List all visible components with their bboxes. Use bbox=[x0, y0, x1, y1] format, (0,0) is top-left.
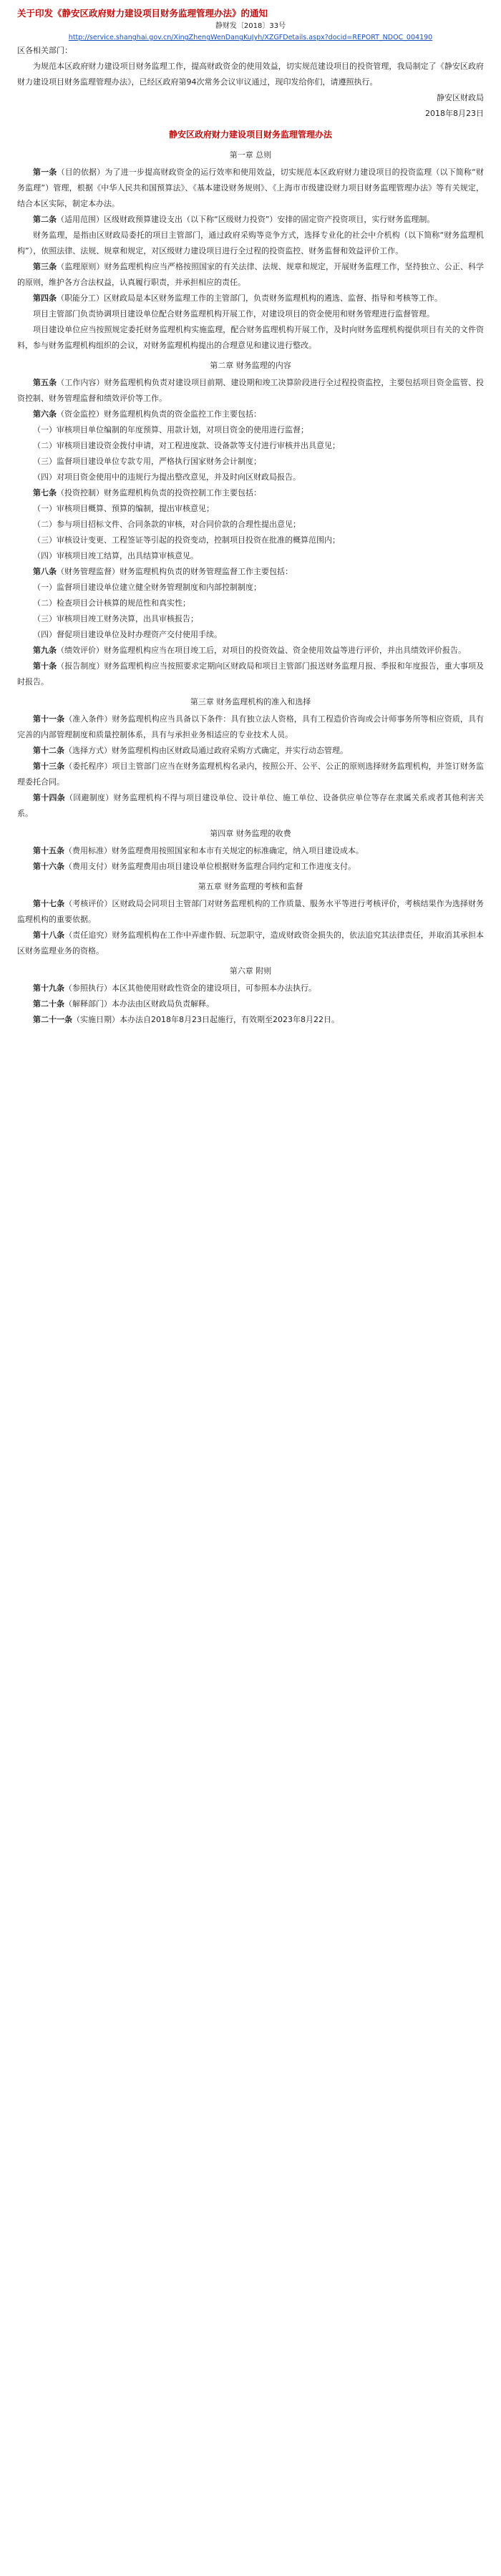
article-paragraph bbox=[17, 643, 484, 658]
measure-chapters bbox=[17, 147, 484, 1028]
article-number: 第二十条 bbox=[33, 999, 64, 1009]
article-number: 第十五条 bbox=[33, 846, 64, 856]
article-text: 项目建设单位应当按照规定委托财务监理机构实施监理，配合财务监理机构开展工作，及时向财务监理机构提供项目有关的文件资料，参与财务监理机构组织的会议，对财务监理机构提出的合理意见和建议进行整改。 bbox=[17, 325, 484, 351]
article-paragraph bbox=[17, 165, 484, 212]
chapter-heading: 第二章 财务监理的内容 bbox=[210, 361, 291, 371]
article-text: （回避制度）财务监理机构不得与项目建设单位、设计单位、施工单位、设备供应单位等存在隶属关系或者其他利害关系。 bbox=[17, 793, 485, 819]
article-paragraph bbox=[17, 212, 484, 228]
article-text: （一）审核项目概算、预算的编制，提出审核意见； bbox=[33, 504, 214, 514]
article-text: （职能分工）区财政局是本区财务监理工作的主管部门，负责财务监理机构的遴选、监督、指导和考核等工作。 bbox=[57, 293, 442, 303]
article-paragraph bbox=[17, 306, 484, 322]
article-paragraph bbox=[17, 407, 484, 422]
article-paragraph bbox=[17, 611, 484, 627]
article-number: 第二条 bbox=[33, 215, 57, 225]
article-paragraph bbox=[17, 375, 484, 407]
article-number: 第十七条 bbox=[33, 899, 65, 909]
article-number: 第十条 bbox=[33, 661, 57, 671]
article-text: （准入条件）财务监理机构应当具备以下条件：具有独立法人资格，具有工程造价咨询或会计师事务所等相应资质，具有完善的内部管理制度和质量控制体系，具有与承担业务相适应的专业技术人员。 bbox=[17, 714, 485, 740]
article-number: 第十六条 bbox=[33, 862, 64, 872]
article-number: 第七条 bbox=[33, 488, 57, 498]
article-number: 第九条 bbox=[33, 646, 57, 656]
article-text: （解释部门）本办法由区财政局负责解释。 bbox=[64, 999, 214, 1009]
article-paragraph bbox=[17, 291, 484, 306]
doc-number: 静财发〔2018〕33号 bbox=[215, 22, 286, 31]
notice-title: 关于印发《静安区政府财力建设项目财务监理管理办法》的通知 bbox=[17, 8, 268, 19]
article-paragraph bbox=[17, 790, 484, 822]
article-paragraph bbox=[17, 658, 484, 690]
article-paragraph bbox=[17, 996, 484, 1012]
article-paragraph bbox=[17, 501, 484, 517]
article-paragraph bbox=[17, 517, 484, 533]
article-paragraph bbox=[17, 470, 484, 485]
article-text: （绩效评价）财务监理机构应当在项目竣工后，对项目的投资效益、资金使用效益等进行评价，并出具绩效评价报告。 bbox=[57, 646, 466, 656]
article-text: （费用标准）财务监理费用按照国家和本市有关规定的标准确定，纳入项目建设成本。 bbox=[64, 846, 364, 856]
article-number: 第十一条 bbox=[33, 714, 65, 724]
article-paragraph bbox=[17, 743, 484, 759]
article-text: （选择方式）财务监理机构由区财政局通过政府采购方式确定，并实行动态管理。 bbox=[64, 746, 348, 756]
recipients: 区各相关部门： bbox=[17, 46, 72, 56]
article-number: 第十八条 bbox=[33, 930, 65, 941]
article-number: 第八条 bbox=[33, 567, 57, 577]
article-paragraph bbox=[17, 627, 484, 643]
article-text: （四）督促项目建设单位及时办理资产交付使用手续。 bbox=[33, 630, 222, 640]
article-text: （三）监督项目建设单位专款专用，严格执行国家财务会计制度； bbox=[33, 457, 261, 467]
article-text: （四）审核项目竣工结算，出具结算审核意见。 bbox=[33, 551, 198, 561]
sign-date: 2018年8月23日 bbox=[425, 109, 484, 119]
article-text: （责任追究）财务监理机构在工作中弄虚作假、玩忽职守，造成财政资金损失的，依法追究其法律责任，并取消其承担本区财务监理业务的资格。 bbox=[17, 930, 485, 956]
article-number: 第五条 bbox=[33, 378, 57, 388]
article-paragraph bbox=[17, 533, 484, 548]
article-text: （二）参与项目招标文件、合同条款的审核，对合同价款的合理性提出意见； bbox=[33, 520, 301, 530]
article-text: （实施日期）本办法自2018年8月23日起施行，有效期至2023年8月22日。 bbox=[72, 1015, 339, 1025]
notice-page bbox=[0, 0, 501, 1035]
article-text: （投资控制）财务监理机构负责的投资控制工作主要包括： bbox=[57, 488, 261, 498]
article-text: （一）审核项目单位编制的年度预算、用款计划，对项目资金的使用进行监督； bbox=[33, 425, 308, 435]
article-paragraph bbox=[17, 454, 484, 470]
article-paragraph bbox=[17, 259, 484, 291]
article-paragraph bbox=[17, 438, 484, 454]
article-number: 第一条 bbox=[33, 167, 57, 178]
article-text: （报告制度）财务监理机构应当按照要求定期向区财政局和项目主管部门报送财务监理月报、季报和年度报告，重大事项及时报告。 bbox=[17, 661, 485, 687]
article-text: （委托程序）项目主管部门应当在财务监理机构名录内，按照公开、公平、公正的原则选择财务监理机构，并签订财务监理委托合同。 bbox=[17, 762, 485, 787]
notice-body: 为规范本区政府财力建设项目财务监理工作，提高财政资金的使用效益，切实规范建设项目的投资管理，我局制定了《静安区政府财力建设项目财务监理管理办法》，已经区政府第94次常务会议审议通过，现印发给你们，请遵照执行。 bbox=[17, 62, 484, 87]
article-text: （费用支付）财务监理费用由项目建设单位根据财务监理合同约定和工作进度支付。 bbox=[64, 862, 356, 872]
chapter-heading: 第三章 财务监理机构的准入和选择 bbox=[190, 697, 311, 707]
article-paragraph bbox=[17, 1012, 484, 1028]
article-paragraph bbox=[17, 564, 484, 580]
article-paragraph bbox=[17, 580, 484, 596]
article-text: （目的依据）为了进一步提高财政资金的运行效率和使用效益，切实规范本区政府财力建设项目的投资监理（以下简称“财务监理”）管理，根据《中华人民共和国预算法》、《基本建设财务规则》、《上海市市级建设财力项目财务监理管理办法》等有关规定，结合本区实际，制定本办法。 bbox=[17, 167, 485, 209]
article-text: （二）检查项目会计核算的规范性和真实性； bbox=[33, 598, 190, 608]
sign-org: 静安区财政局 bbox=[437, 93, 484, 103]
article-text: （参照执行）本区其他使用财政性资金的建设项目，可参照本办法执行。 bbox=[64, 983, 316, 993]
article-text: （监理原则）财务监理机构应当严格按照国家的有关法律、法规、规章和规定，开展财务监理工作，坚持独立、公正、科学的原则，维护各方合法权益，认真履行职责，并承担相应的责任。 bbox=[17, 262, 485, 288]
article-text: （三）审核设计变更、工程签证等引起的投资变动，控制项目投资在批准的概算范围内； bbox=[33, 535, 340, 545]
article-number: 第十三条 bbox=[33, 762, 65, 772]
article-paragraph bbox=[17, 928, 484, 959]
article-paragraph bbox=[17, 859, 484, 875]
article-number: 第十九条 bbox=[33, 983, 64, 993]
article-paragraph bbox=[17, 596, 484, 611]
article-paragraph bbox=[17, 711, 484, 743]
article-number: 第二十一条 bbox=[33, 1015, 72, 1025]
article-text: （资金监控）财务监理机构负责的资金监控工作主要包括： bbox=[57, 409, 261, 419]
article-paragraph bbox=[17, 759, 484, 790]
article-paragraph bbox=[17, 843, 484, 859]
article-text: （三）审核项目竣工财务决算，出具审核报告； bbox=[33, 614, 198, 624]
article-paragraph bbox=[17, 981, 484, 996]
chapter-heading: 第四章 财务监理的收费 bbox=[210, 829, 291, 839]
chapter-heading: 第五章 财务监理的考核和监督 bbox=[198, 882, 303, 892]
article-number: 第六条 bbox=[33, 409, 57, 419]
article-number: 第十二条 bbox=[33, 746, 64, 756]
article-text: （一）监督项目建设单位建立健全财务管理制度和内部控制制度； bbox=[33, 583, 261, 593]
article-paragraph bbox=[17, 548, 484, 564]
article-text: 项目主管部门负责协调项目建设单位配合财务监理机构开展工作，对建设项目的资金使用和财务管理进行监督管理。 bbox=[33, 309, 434, 319]
article-text: （工作内容）财务监理机构负责对建设项目前期、建设期和竣工决算阶段进行全过程投资监控，主要包括项目资金监管、投资控制、财务管理监督和绩效评价等工作。 bbox=[17, 378, 485, 404]
article-text: 财务监理，是指由区财政局委托的项目主管部门，通过政府采购等竞争方式，选择专业化的社会中介机构（以下简称“财务监理机构”），依照法律、法规、规章和规定，对区级财力建设项目进行全过程的投资监控、财务监督和效益评价工作。 bbox=[17, 230, 484, 256]
article-text: （考核评价）区财政局会同项目主管部门对财务监理机构的工作质量、服务水平等进行考核评价，考核结果作为选择财务监理机构的重要依据。 bbox=[17, 899, 485, 925]
article-paragraph bbox=[17, 896, 484, 928]
article-paragraph bbox=[17, 322, 484, 354]
article-text: （适用范围）区级财政预算建设支出（以下称“区级财力投资”）安排的固定资产投资项目，实行财务监理制。 bbox=[57, 215, 435, 225]
article-number: 第三条 bbox=[33, 262, 57, 272]
article-number: 第四条 bbox=[33, 293, 57, 303]
article-paragraph bbox=[17, 422, 484, 438]
article-text: （二）审核项目建设资金拨付申请，对工程进度款、设备款等支付进行审核并出具意见； bbox=[33, 441, 340, 451]
measure-title: 静安区政府财力建设项目财务监理管理办法 bbox=[168, 130, 332, 140]
article-text: （四）对项目资金使用中的违规行为提出整改意见，并及时向区财政局报告。 bbox=[33, 472, 301, 482]
chapter-heading: 第一章 总则 bbox=[229, 150, 272, 160]
article-text: （财务管理监督）财务监理机构负责的财务管理监督工作主要包括： bbox=[57, 567, 293, 577]
article-paragraph bbox=[17, 228, 484, 259]
article-paragraph bbox=[17, 485, 484, 501]
chapter-heading: 第六章 附则 bbox=[229, 966, 272, 976]
source-link[interactable]: http://service.shanghai.gov.cn/XingZhengWenDangKuJyh/XZGFDetails.aspx?docid=REPORT_NDOC_004190 bbox=[68, 34, 433, 42]
article-number: 第十四条 bbox=[33, 793, 66, 803]
